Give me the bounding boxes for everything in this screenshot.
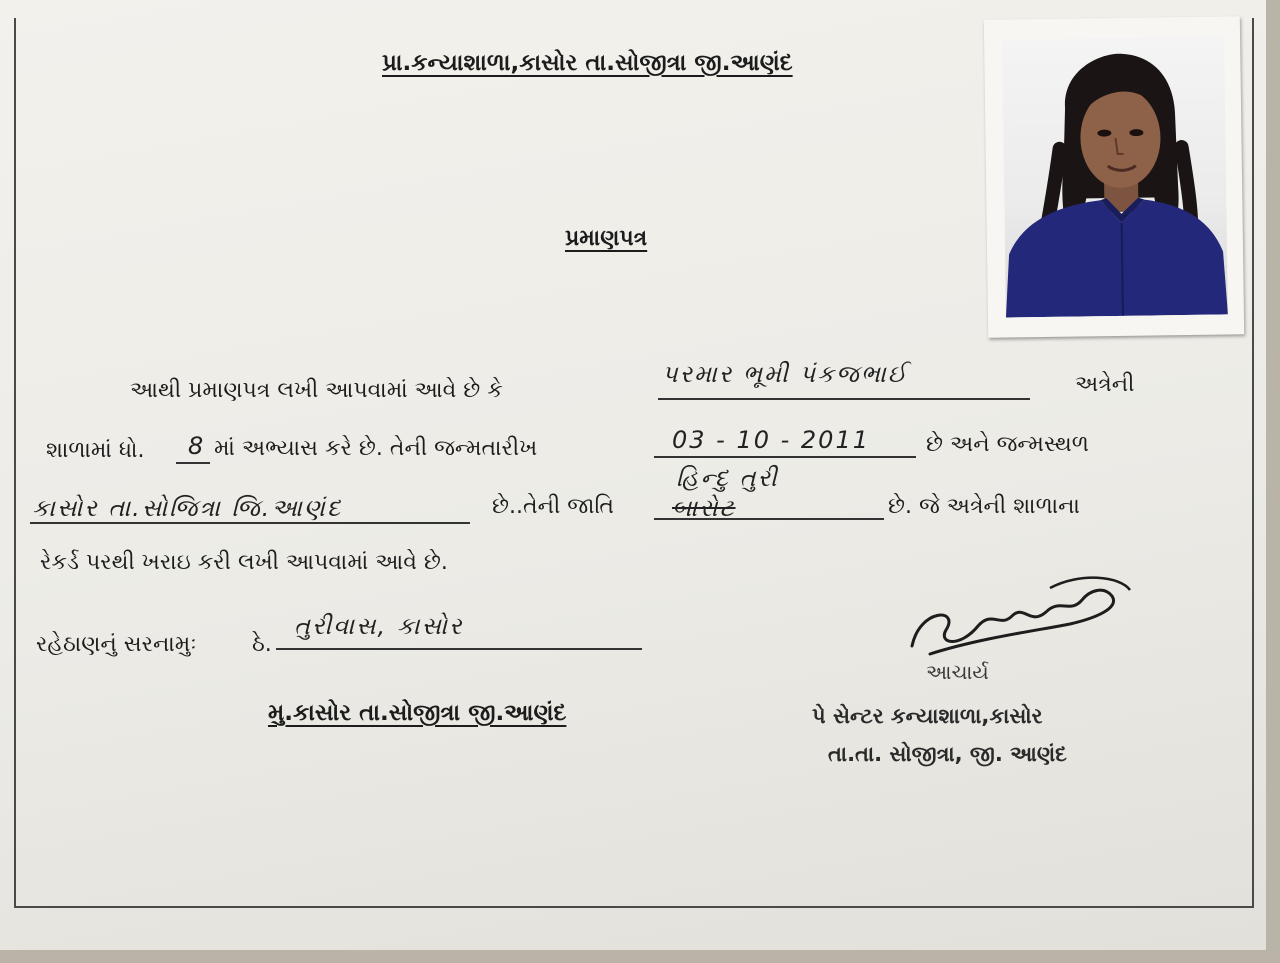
standard-line — [176, 462, 210, 464]
caste-crossed-value: બારોટ — [672, 494, 736, 522]
birth-place-line — [30, 522, 470, 524]
line2-prefix: શાળામાં ધો. — [46, 438, 145, 463]
stamp-line-1: પે સેન્ટર કન્યાશાળા,કાસોર — [812, 704, 1043, 728]
birth-place: કાસોર તા.સોજિત્રા જિ.આણંદ — [32, 494, 343, 522]
student-photo — [1002, 36, 1228, 317]
school-title: પ્રા.કન્યાશાળા,કાસોર તા.સોજીત્રા જી.આણંદ — [382, 50, 793, 76]
line2-mid: માં અભ્યાસ કરે છે. તેની જન્મતારીખ — [214, 436, 538, 461]
stamp-line-2: તા.તા. સોજીત્રા, જી. આણંદ — [828, 742, 1067, 766]
line3-suffix: છે. જે અત્રેની શાળાના — [888, 494, 1080, 519]
line2-suffix: છે અને જન્મસ્થળ — [926, 432, 1089, 457]
birth-date: 03 - 10 - 2011 — [672, 426, 870, 454]
line1-suffix: અત્રેની — [1075, 372, 1135, 397]
line3-mid: છે..તેની જાતિ — [492, 494, 615, 519]
caste-value: હિન્દુ તુરી — [676, 464, 779, 492]
principal-signature — [900, 568, 1140, 668]
student-name-line — [658, 398, 1030, 400]
certificate-title: પ્રમાણપત્ર — [565, 226, 648, 251]
photo-frame — [984, 16, 1244, 338]
principal-role: આચાર્ય — [926, 660, 989, 684]
address-value: તુરીવાસ, કાસોર — [294, 612, 464, 640]
village-line: મુ.કાસોર તા.સોજીત્રા જી.આણંદ — [268, 700, 567, 726]
address-prefix: ઠે. — [252, 632, 272, 657]
line4: રેકર્ડ પરથી ખરાઇ કરી લખી આપવામાં આવે છે. — [40, 550, 448, 575]
caste-line — [654, 518, 884, 520]
address-label: રહેઠાણનું સરનામુઃ — [36, 632, 197, 657]
standard-value: 8 — [188, 432, 206, 460]
line1-prefix: આથી પ્રમાણપત્ર લખી આપવામાં આવે છે કે — [130, 378, 503, 403]
student-name: પરમાર ભૂમી પંકજભાઈ — [662, 360, 909, 388]
address-line — [276, 648, 642, 650]
birth-date-line — [654, 456, 916, 458]
